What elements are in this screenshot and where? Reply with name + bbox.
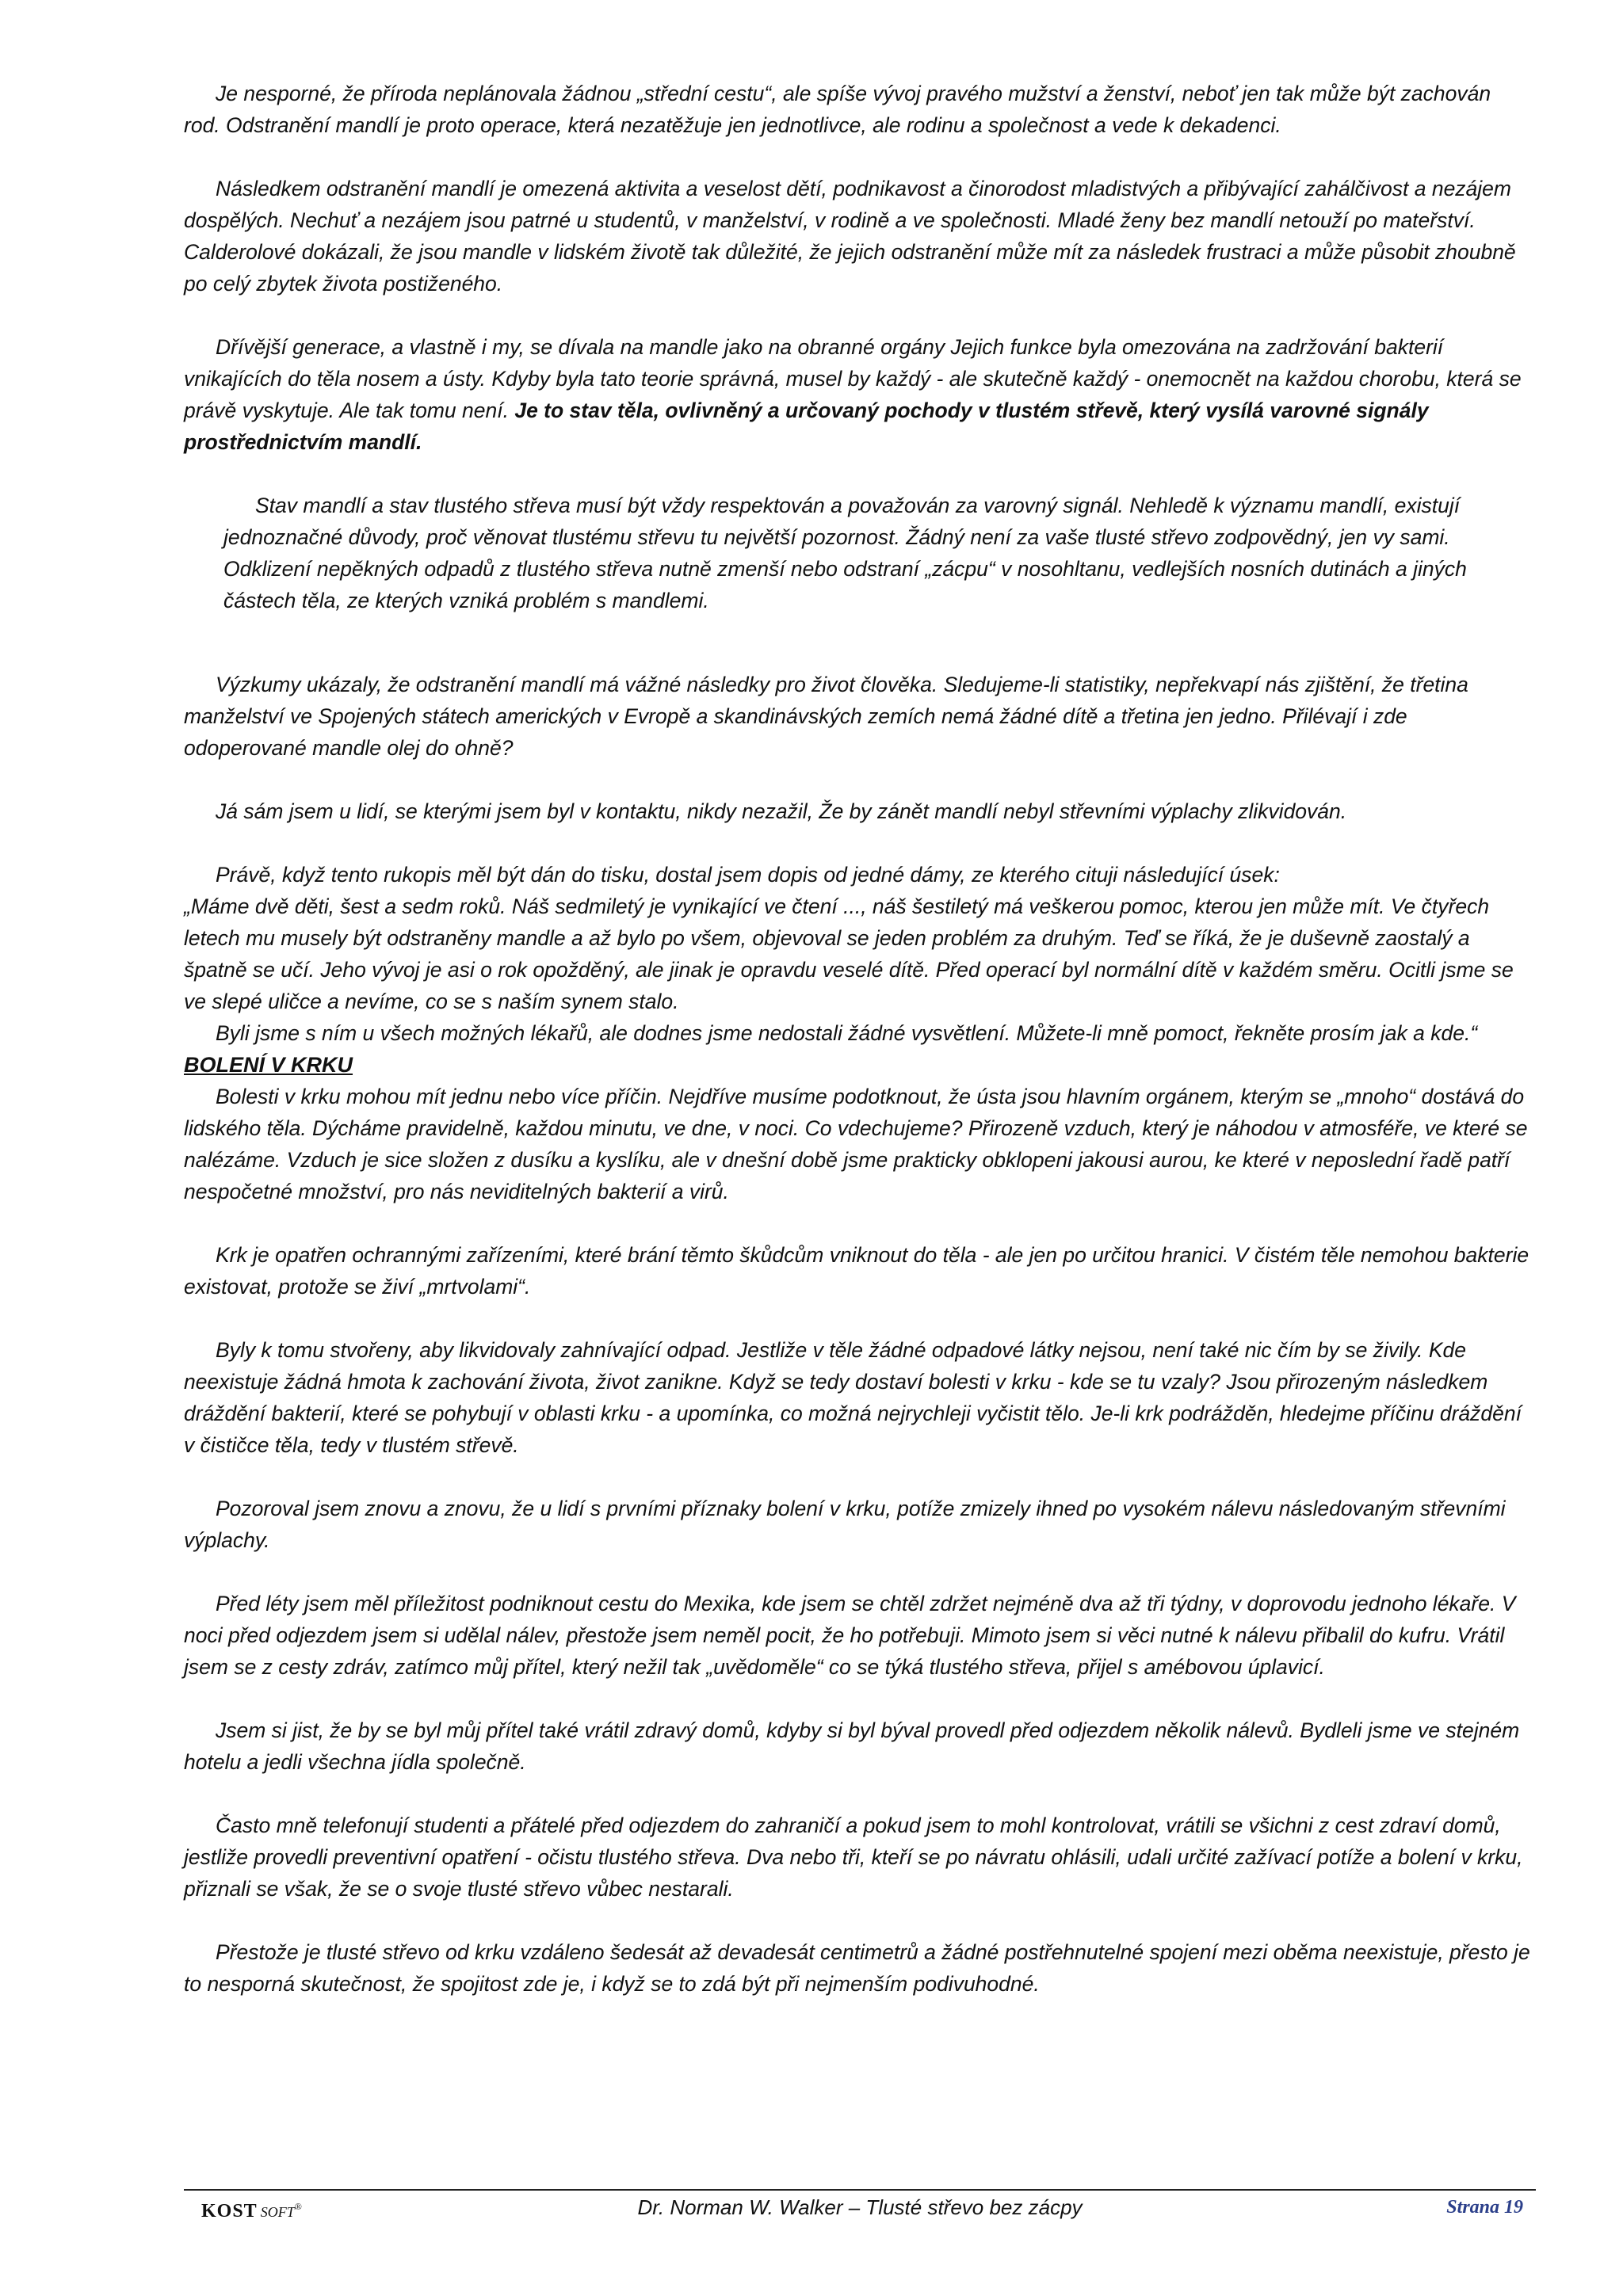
registered-mark: ® xyxy=(294,2201,302,2212)
paragraph-pozoroval: Pozoroval jsem znovu a znovu, že u lidí s prvními příznaky bolení v krku, potíže zmizely ihned po vysokém nálevu následovaným střevními výplachy. xyxy=(184,1497,1506,1552)
paragraph-prave: Právě, když tento rukopis měl být dán do tisku, dostal jsem dopis od jedné dámy, ze kterého cituji následující úsek: xyxy=(216,863,1280,887)
paragraph-vyzkumy: Výzkumy ukázaly, že odstranění mandlí má vážné následky pro život člověka. Sledujeme-li statistiky, nepřekvapí nás zjištění, že třetina manželství ve Spojených státech amerických v Evropě a skandinávských zemích nemá žádné dítě a třetina jen jedno. Přilévají i zde odoperované mandle olej do ohně? xyxy=(184,673,1468,760)
paragraph-stav-mandli: Stav mandlí a stav tlustého střeva musí být vždy respektován a považován za varovný signál. Nehledě k významu mandlí, existují jednoznačné důvody, proč věnovat tlustému střevu tu největší pozornost. Žádný není za vaše tlusté střevo zodpovědný, jen vy sami. Odklizení nepěkných odpadů z tlustého střeva nutně zmenší nebo odstraní „zácpu“ v nosohltanu, vedlejších nosních dutinách a jiných částech těla, ze kterých vzniká problém s mandlemi. xyxy=(223,494,1467,612)
footer-book-title: Dr. Norman W. Walker – Tlusté střevo bez zácpy xyxy=(637,2195,1083,2219)
paragraph-drivejsi-bold: Je to stav těla, ovlivněný a určovaný pochody v tlustém střevě, který vysílá varovné signály prostřednictvím mandlí. xyxy=(184,399,1429,454)
paragraph-bolesti: Bolesti v krku mohou mít jednu nebo více příčin. Nejdříve musíme podotknout, že ústa jsou hlavním orgánem, kterým se „mnoho“ dostává do lidského těla. Dýcháme pravidelně, každou minutu, ve dne, v noci. Co vdechujeme? Přirozeně vzduch, který je náhodou v atmosféře, ve které se nalézáme. Vzduch je sice složen z dusíku a kyslíku, ale v dnešní době jsme prakticky obklopeni jakousi aurou, ke které v neposlední řadě patří nespočetné množství, pro nás neviditelných bakterií a virů. xyxy=(184,1085,1528,1203)
paragraph-drivejsi-text: Dřívější generace, a vlastně i my, se dívala na mandle jako na obranné orgány Jejich funkce byla omezována na zadržování bakterií vnikajících do těla nosem a ústy. Kdyby byla tato teorie správná, musel by každý - ale skutečně každý - onemocnět na každou chorobu, která se právě vyskytuje. Ale tak tomu není. xyxy=(184,335,1522,422)
paragraph-quote-end: Byli jsme s ním u všech možných lékařů, ale dodnes jsme nedostali žádné vysvětlení. Můžete-li mně pomoct, řekněte prosím jak a kde.“ xyxy=(216,1021,1478,1045)
paragraph-byly: Byly k tomu stvořeny, aby likvidovaly zahnívající odpad. Jestliže v těle žádné odpadové látky nejsou, není také nic čím by se živily. Kde neexistuje žádná hmota k zachování života, život zanikne. Když se tedy dostaví bolesti v krku - kde se tu vzaly? Jsou přirozeným následkem dráždění bakterií, které se pohybují v oblasti krku - a upomínka, co možná nejrychleji vyčistit tělo. Je-li krk podrážděn, hledejme příčinu dráždění v čističce těla, tedy v tlustém střevě. xyxy=(184,1338,1522,1457)
paragraph-jsem-si-jist: Jsem si jist, že by se byl můj přítel také vrátil zdravý domů, kdyby si byl býval provedl před odjezdem několik nálevů. Bydleli jsme ve stejném hotelu a jedli všechna jídla společně. xyxy=(184,1718,1520,1774)
page-number: Strana 19 xyxy=(1446,2197,1523,2218)
paragraph-ja-sam: Já sám jsem u lidí, se kterými jsem byl v kontaktu, nikdy nezažil, Že by zánět mandlí nebyl střevními výplachy zlikvidován. xyxy=(216,799,1347,823)
paragraph-casto: Často mně telefonují studenti a přátelé před odjezdem do zahraničí a pokud jsem to mohl kontrolovat, vrátili se všichni z cest zdraví domů, jestliže provedli preventivní opatření - očistu tlustého střeva. Dva nebo tři, kteří se po návratu ohlásili, udali určité zažívací potíže a bolení v krku, přiznali se však, že se o svoje tlusté střevo vůbec nestarali. xyxy=(184,1814,1523,1901)
paragraph-quote: „Máme dvě děti, šest a sedm roků. Náš sedmiletý je vynikající ve čtení ..., náš šestiletý má veškerou pomoc, kterou jen může mít. Ve čtyřech letech mu musely být odstraněny mandle a až bylo po všem, objevoval se jeden problém za druhým. Teď se říká, že je duševně zaostalý a špatně se učí. Jeho vývoj je asi o rok opožděný, ale jinak je opravdu veselé dítě. Před operací byl normální dítě v každém směru. Ocitli jsme se ve slepé uličce a nevíme, co se s naším synem stalo. xyxy=(184,894,1514,1013)
paragraph-nasledkem: Následkem odstranění mandlí je omezená aktivita a veselost dětí, podnikavost a činorodost mladistvých a přibývající zahálčivost a nezájem dospělých. Nechuť a nezájem jsou patrné u studentů, v manželství, v rodině a ve společnosti. Mladé ženy bez mandlí netouží po mateřství. Calderolové dokázali, že jsou mandle v lidském životě tak důležité, že jejich odstranění může mít za následek frustraci a může působit zhoubně po celý zbytek života postiženého. xyxy=(184,177,1516,296)
page-body xyxy=(184,78,1531,2000)
page-footer xyxy=(184,2191,1536,2222)
paragraph-priroda: Je nesporné, že příroda neplánovala žádnou „střední cestu“, ale spíše vývoj pravého mužství a ženství, neboť jen tak může být zachován rod. Odstranění mandlí je proto operace, která nezatěžuje jen jednotlivce, ale rodinu a společnost a vede k dekadenci. xyxy=(184,82,1491,137)
section-heading: BOLENÍ V KRKU xyxy=(184,1053,353,1077)
logo-kost-text: KOST xyxy=(201,2201,258,2222)
paragraph-krk: Krk je opatřen ochrannými zařízeními, které brání těmto škůdcům vniknout do těla - ale jen po určitou hranici. V čistém těle nemohou bakterie existovat, protože se živí „mrtvolami“. xyxy=(184,1243,1529,1299)
paragraph-prestoze: Přestože je tlusté střevo od krku vzdáleno šedesát až devadesát centimetrů a žádné postřehnutelné spojení mezi oběma neexistuje, přesto je to nesporná skutečnost, že spojitost zde je, i když se to zdá být při nejmenším podivuhodné. xyxy=(184,1940,1530,1996)
logo-soft-text: SOFT xyxy=(260,2204,295,2220)
paragraph-mexiko: Před léty jsem měl příležitost podniknout cestu do Mexika, kde jsem se chtěl zdržet nejméně dva až tři týdny, v doprovodu jednoho lékaře. V noci před odjezdem jsem si udělal nálev, přestože jsem neměl pocit, že ho potřebuji. Mimoto jsem si věci nutné k nálevu přibalil do kufru. Vrátil jsem se z cesty zdráv, zatímco můj přítel, který nežil tak „uvědoměle“ co se týká tlustého střeva, přijel s amébovou úplavicí. xyxy=(184,1592,1516,1679)
paragraph-drivejsi-generace xyxy=(184,331,1531,458)
